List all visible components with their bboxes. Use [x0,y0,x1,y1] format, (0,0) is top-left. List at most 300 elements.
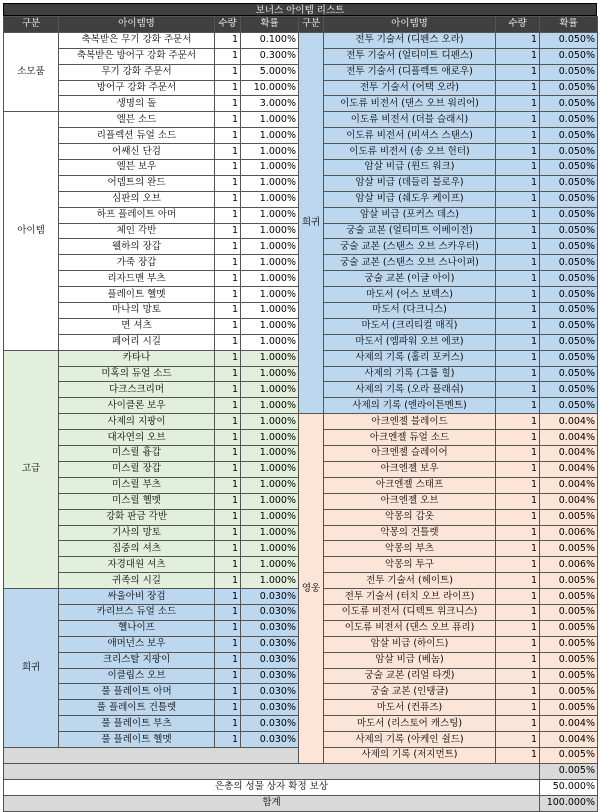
category-cell-right: 희귀 [299,32,324,413]
item-prob: 0.030% [241,732,299,748]
item-prob: 0.004% [540,414,598,430]
item-prob: 0.050% [540,382,598,398]
item-qty: 1 [496,652,540,668]
item-name: 풀 플레이트 아머 [59,684,215,700]
item-qty: 1 [496,668,540,684]
item-name: 악몽의 투구 [324,557,496,573]
item-name: 암살 비급 (데들리 블로우) [324,175,496,191]
item-prob: 1.000% [241,112,299,128]
item-name: 이도류 비전서 (비셔스 스탠스) [324,128,496,144]
item-qty: 1 [215,461,241,477]
item-prob: 0.050% [540,255,598,271]
item-name: 헬나이프 [59,620,215,636]
item-prob: 0.005% [540,620,598,636]
item-name: 이도류 비전서 (송 오브 헌터) [324,144,496,160]
item-prob: 0.030% [241,620,299,636]
item-name: 이클립스 오브 [59,668,215,684]
header-row [4,17,598,33]
item-qty: 1 [215,334,241,350]
item-qty: 1 [496,64,540,80]
item-name: 생명의 돌 [59,96,215,112]
item-qty: 1 [215,160,241,176]
item-name: 마도서 (엠파워 오브 에코) [324,334,496,350]
item-prob: 0.004% [540,446,598,462]
item-prob: 0.005% [540,652,598,668]
header-prob-left: 확률 [241,17,299,33]
item-prob: 0.004% [540,461,598,477]
item-prob: 1.000% [241,573,299,589]
item-name: 궁술 교본 (스탠스 오브 스나이퍼) [324,255,496,271]
item-qty: 1 [496,287,540,303]
item-qty: 1 [496,700,540,716]
item-qty: 1 [215,128,241,144]
table-body [4,32,598,811]
item-prob: 1.000% [241,144,299,160]
item-qty: 1 [215,32,241,48]
item-name: 암살 비급 (하이드) [324,636,496,652]
item-name: 이도류 비전서 (더블 슬래시) [324,112,496,128]
item-name: 아크엔젤 듀얼 소드 [324,430,496,446]
item-name: 암살 비급 (쉐도우 케이프) [324,191,496,207]
item-qty: 1 [215,287,241,303]
item-prob: 0.050% [540,160,598,176]
item-name: 사제의 기록 (오라 플래쉬) [324,382,496,398]
total-row [4,795,598,811]
item-qty: 1 [496,255,540,271]
item-name: 자경대원 셔츠 [59,557,215,573]
item-prob: 1.000% [241,287,299,303]
item-qty: 1 [496,303,540,319]
item-name: 축복받은 방어구 강화 주문서 [59,48,215,64]
item-name: 마도서 (어스 보텍스) [324,287,496,303]
item-qty: 1 [215,175,241,191]
item-table [3,16,598,812]
item-prob: 1.000% [241,350,299,366]
item-qty: 1 [215,477,241,493]
bonus-row [4,779,598,795]
item-prob: 1.000% [241,541,299,557]
item-qty: 1 [215,303,241,319]
item-prob: 0.030% [241,652,299,668]
item-prob: 0.005% [540,636,598,652]
item-qty: 1 [496,175,540,191]
item-qty: 1 [496,747,540,763]
item-prob: 1.000% [241,303,299,319]
item-qty: 1 [496,334,540,350]
item-name: 사제의 기록 (홀리 포커스) [324,350,496,366]
item-qty: 1 [215,493,241,509]
item-qty: 1 [215,366,241,382]
item-qty: 1 [496,446,540,462]
item-name: 대자연의 오브 [59,430,215,446]
item-prob: 0.050% [540,80,598,96]
item-qty: 1 [215,589,241,605]
item-prob: 0.050% [540,175,598,191]
item-qty: 1 [215,604,241,620]
item-name: 싸울아비 장검 [59,589,215,605]
item-name: 다크스크리머 [59,382,215,398]
item-name: 사제의 기록 (엔라이튼멘트) [324,398,496,414]
header-item-left: 아이템명 [59,17,215,33]
item-prob: 1.000% [241,128,299,144]
item-name: 사이클론 보우 [59,398,215,414]
item-qty: 1 [496,128,540,144]
item-qty: 1 [496,207,540,223]
bonus-item-list [3,3,597,812]
item-qty: 1 [496,620,540,636]
item-prob: 0.005% [540,700,598,716]
item-name: 어뎁트의 완드 [59,175,215,191]
item-name: 미스릴 부츠 [59,477,215,493]
item-prob: 0.050% [540,350,598,366]
item-prob: 1.000% [241,493,299,509]
item-name: 전투 기술서 (얼티미트 디펜스) [324,48,496,64]
item-qty: 1 [215,398,241,414]
item-name: 마나의 망토 [59,303,215,319]
item-name: 카리브스 듀얼 소드 [59,604,215,620]
item-name: 궁술 교본 (스탠스 오브 스카우터) [324,239,496,255]
item-prob: 0.004% [540,716,598,732]
item-prob: 0.005% [540,509,598,525]
header-category-left: 구분 [4,17,59,33]
item-qty: 1 [215,620,241,636]
category-cell-right: 영웅 [299,414,324,764]
table-title: 보너스 아이템 리스트 [3,3,597,16]
item-qty: 1 [215,430,241,446]
item-name: 전투 기술서 (헤이트) [324,573,496,589]
item-name: 심판의 오브 [59,191,215,207]
item-prob: 0.050% [540,191,598,207]
item-qty: 1 [215,271,241,287]
bonus-prob: 50.000% [540,779,598,795]
item-name: 엘븐 소드 [59,112,215,128]
total-prob: 100.000% [540,795,598,811]
item-prob: 1.000% [241,557,299,573]
item-qty: 1 [215,112,241,128]
item-prob: 0.005% [540,747,598,763]
category-cell-left: 고급 [4,350,59,588]
item-prob: 1.000% [241,334,299,350]
item-prob: 0.050% [540,271,598,287]
item-prob: 0.050% [540,334,598,350]
item-qty: 1 [215,668,241,684]
item-name: 궁술 교본 (이글 아이) [324,271,496,287]
item-qty: 1 [496,509,540,525]
item-name: 아크엔젤 오브 [324,493,496,509]
item-name: 암살 비급 (윈드 워크) [324,160,496,176]
item-prob: 1.000% [241,446,299,462]
item-name: 페어리 시길 [59,334,215,350]
total-label: 합계 [4,795,540,811]
header-category-right: 구분 [299,17,324,33]
item-name: 리자드맨 부츠 [59,271,215,287]
item-name: 어쌔신 단검 [59,144,215,160]
blank-span [4,763,540,779]
item-name: 미스릴 흉갑 [59,446,215,462]
item-qty: 1 [496,32,540,48]
item-prob: 0.050% [540,48,598,64]
item-name: 사제의 기록 (아케인 쉴드) [324,732,496,748]
item-qty: 1 [496,398,540,414]
item-name: 가죽 장갑 [59,255,215,271]
item-name: 아크엔젤 블레이드 [324,414,496,430]
item-name: 귀족의 시길 [59,573,215,589]
item-name: 기사의 망토 [59,525,215,541]
item-name: 미스릴 헬멧 [59,493,215,509]
item-name: 암살 비급 (포커스 데스) [324,207,496,223]
item-prob: 1.000% [241,255,299,271]
item-name: 체인 각반 [59,223,215,239]
item-prob: 0.004% [540,732,598,748]
item-qty: 1 [496,414,540,430]
item-prob: 0.100% [241,32,299,48]
item-prob: 0.300% [241,48,299,64]
item-prob: 1.000% [241,207,299,223]
item-qty: 1 [215,525,241,541]
item-name: 마도서 (컨퓨즈) [324,700,496,716]
item-prob: 1.000% [241,525,299,541]
item-qty: 1 [496,271,540,287]
item-qty: 1 [496,636,540,652]
item-prob: 0.030% [241,684,299,700]
item-prob: 0.050% [540,223,598,239]
item-prob: 1.000% [241,461,299,477]
item-prob: 1.000% [241,175,299,191]
item-name: 풀 플레이트 건틀렛 [59,700,215,716]
category-cell-left: 희귀 [4,589,59,748]
item-name: 이도류 비전서 (디텍트 위크니스) [324,604,496,620]
header-item-right: 아이템명 [324,17,496,33]
item-qty: 1 [215,207,241,223]
item-qty: 1 [215,255,241,271]
item-name: 무기 강화 주문서 [59,64,215,80]
item-prob: 0.005% [540,684,598,700]
item-prob: 1.000% [241,160,299,176]
item-prob: 0.005% [540,668,598,684]
item-prob: 0.050% [540,144,598,160]
item-name: 사제의 지팡이 [59,414,215,430]
item-prob: 0.050% [540,96,598,112]
item-name: 엘븐 보우 [59,160,215,176]
item-qty: 1 [496,684,540,700]
item-qty: 1 [496,318,540,334]
item-name: 마도서 (리스토어 캐스팅) [324,716,496,732]
item-prob: 1.000% [241,223,299,239]
item-qty: 1 [496,366,540,382]
item-qty: 1 [215,350,241,366]
item-name: 집중의 셔츠 [59,541,215,557]
item-name: 하프 플레이트 아머 [59,207,215,223]
item-name: 전투 기술서 (터치 오브 라이프) [324,589,496,605]
item-prob: 10.000% [241,80,299,96]
item-name: 방어구 강화 주문서 [59,80,215,96]
item-prob: 0.004% [540,493,598,509]
item-qty: 1 [496,557,540,573]
item-prob: 1.000% [241,271,299,287]
item-qty: 1 [496,589,540,605]
item-prob: 0.030% [241,668,299,684]
item-qty: 1 [215,382,241,398]
item-prob: 0.030% [241,700,299,716]
item-prob: 1.000% [241,366,299,382]
item-prob: 0.050% [540,32,598,48]
item-name: 궁술 교본 (얼티미트 이베이전) [324,223,496,239]
item-name: 전투 기술서 (어택 오라) [324,80,496,96]
item-name: 아크엔젤 슬레이어 [324,446,496,462]
blank-prob: 0.005% [540,763,598,779]
table-row [4,32,598,48]
item-qty: 1 [215,652,241,668]
item-qty: 1 [496,223,540,239]
item-qty: 1 [215,191,241,207]
item-prob: 1.000% [241,382,299,398]
item-qty: 1 [496,716,540,732]
item-name: 크리스탈 지팡이 [59,652,215,668]
item-prob: 0.050% [540,303,598,319]
item-qty: 1 [496,239,540,255]
item-prob: 1.000% [241,398,299,414]
item-qty: 1 [496,477,540,493]
table-row [4,414,598,430]
item-prob: 0.050% [540,207,598,223]
item-qty: 1 [215,636,241,652]
item-prob: 1.000% [241,477,299,493]
item-prob: 0.050% [540,128,598,144]
header-qty-left: 수량 [215,17,241,33]
item-qty: 1 [215,541,241,557]
item-prob: 0.006% [540,525,598,541]
item-prob: 1.000% [241,414,299,430]
item-prob: 3.000% [241,96,299,112]
item-qty: 1 [215,48,241,64]
item-qty: 1 [496,112,540,128]
item-prob: 0.005% [540,589,598,605]
item-prob: 0.005% [540,541,598,557]
item-name: 강화 판금 각반 [59,509,215,525]
item-name: 풀 플레이트 부츠 [59,716,215,732]
item-prob: 0.030% [241,716,299,732]
item-qty: 1 [215,716,241,732]
item-qty: 1 [215,239,241,255]
item-qty: 1 [496,191,540,207]
item-prob: 0.050% [540,287,598,303]
item-name: 사제의 기록 (저지먼트) [324,747,496,763]
blank-row [4,763,598,779]
item-name: 궁술 교본 (리얼 타겟) [324,668,496,684]
item-name: 카타나 [59,350,215,366]
item-qty: 1 [215,318,241,334]
header-qty-right: 수량 [496,17,540,33]
item-prob: 0.005% [540,573,598,589]
item-prob: 0.030% [241,604,299,620]
item-qty: 1 [496,80,540,96]
item-qty: 1 [215,573,241,589]
header-prob-right: 확률 [540,17,598,33]
item-prob: 1.000% [241,191,299,207]
item-qty: 1 [496,48,540,64]
item-name: 면 셔츠 [59,318,215,334]
item-prob: 1.000% [241,239,299,255]
item-name: 리플렉션 듀얼 소드 [59,128,215,144]
item-qty: 1 [496,144,540,160]
item-prob: 0.050% [540,112,598,128]
item-prob: 1.000% [241,430,299,446]
bonus-label: 은총의 성물 상자 확정 보상 [4,779,540,795]
item-name: 전투 기술서 (디플렉트 애로우) [324,64,496,80]
item-name: 마도서 (다크니스) [324,303,496,319]
item-qty: 1 [215,684,241,700]
item-name: 애머넌스 보우 [59,636,215,652]
item-qty: 1 [496,573,540,589]
item-prob: 0.050% [540,398,598,414]
item-prob: 0.004% [540,477,598,493]
item-prob: 0.050% [540,239,598,255]
item-name: 이도류 비전서 (댄스 오브 퓨리) [324,620,496,636]
item-qty: 1 [215,80,241,96]
item-name: 풀 플레이트 헬멧 [59,732,215,748]
item-qty: 1 [496,493,540,509]
item-name: 미스릴 장갑 [59,461,215,477]
item-qty: 1 [215,64,241,80]
item-qty: 1 [496,732,540,748]
item-name: 축복받은 무기 강화 주문서 [59,32,215,48]
blank-cell-left [4,747,299,763]
item-name: 악몽의 부츠 [324,541,496,557]
item-qty: 1 [496,96,540,112]
item-name: 아크엔젤 스태프 [324,477,496,493]
item-qty: 1 [496,350,540,366]
item-prob: 0.030% [241,589,299,605]
item-prob: 0.050% [540,64,598,80]
item-qty: 1 [496,382,540,398]
item-name: 궁술 교본 (인탱글) [324,684,496,700]
item-prob: 0.004% [540,430,598,446]
item-qty: 1 [215,509,241,525]
item-prob: 0.006% [540,557,598,573]
item-name: 전투 기술서 (디펜스 오라) [324,32,496,48]
item-prob: 0.050% [540,366,598,382]
item-prob: 0.005% [540,604,598,620]
item-prob: 5.000% [241,64,299,80]
item-prob: 0.050% [540,318,598,334]
item-name: 암살 비급 (베놈) [324,652,496,668]
item-name: 웰하의 장갑 [59,239,215,255]
item-name: 사제의 기록 (그룹 힐) [324,366,496,382]
item-name: 플레이트 헬멧 [59,287,215,303]
item-qty: 1 [215,446,241,462]
item-qty: 1 [496,430,540,446]
item-qty: 1 [496,525,540,541]
category-cell-left: 아이템 [4,112,59,350]
item-name: 마도서 (크리티컬 매직) [324,318,496,334]
item-prob: 0.030% [241,636,299,652]
category-cell-left: 소모품 [4,32,59,111]
item-name: 악몽의 갑옷 [324,509,496,525]
item-qty: 1 [215,557,241,573]
item-qty: 1 [496,604,540,620]
item-qty: 1 [215,96,241,112]
item-prob: 1.000% [241,509,299,525]
item-qty: 1 [215,223,241,239]
item-qty: 1 [215,414,241,430]
item-qty: 1 [496,541,540,557]
item-qty: 1 [215,732,241,748]
item-qty: 1 [215,144,241,160]
item-name: 미혹의 듀얼 소드 [59,366,215,382]
item-qty: 1 [496,160,540,176]
item-qty: 1 [215,700,241,716]
item-prob: 1.000% [241,318,299,334]
